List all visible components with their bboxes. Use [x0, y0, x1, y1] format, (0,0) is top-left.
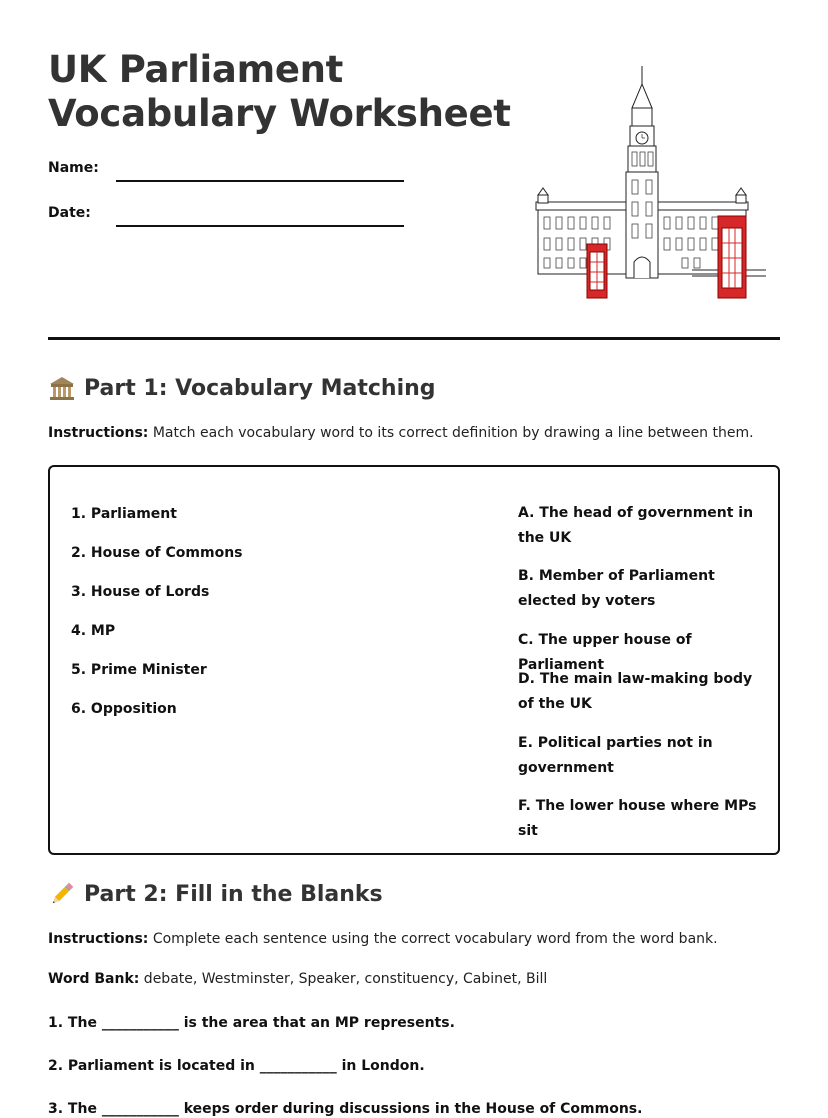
fill-blank-sentence: 2. Parliament is located in ___________ in London.: [48, 1058, 425, 1074]
term-item: 6. Opposition: [71, 701, 177, 717]
pencil-icon: [48, 880, 76, 908]
parliament-illustration-icon: [532, 62, 768, 302]
title-line-1: UK Parliament: [48, 48, 344, 91]
worksheet-title: [48, 48, 511, 136]
date-line: [116, 225, 404, 227]
word-bank-text: debate, Westminster, Speaker, constituency, Cabinet, Bill: [139, 971, 548, 987]
title-line-2: Vocabulary Worksheet: [48, 92, 511, 135]
definition-item: D. The main law-making body of the UK: [518, 671, 753, 712]
part2-instructions: [48, 931, 718, 947]
term-item: 2. House of Commons: [71, 545, 243, 561]
word-bank: [48, 971, 547, 987]
part1-title: [48, 374, 436, 402]
fill-blank-sentence: 1. The ___________ is the area that an MP represents.: [48, 1015, 455, 1031]
definition-item: B. Member of Parliament elected by voters: [518, 568, 715, 609]
matching-box: [48, 465, 780, 855]
part1-instructions: [48, 425, 754, 441]
name-label: Name:: [48, 160, 99, 176]
fill-blank-sentence: 3. The ___________ keeps order during discussions in the House of Commons.: [48, 1101, 643, 1117]
part2-title-text: Part 2: Fill in the Blanks: [84, 881, 383, 907]
definition-item: F. The lower house where MPs sit: [518, 798, 757, 839]
part2-instructions-text: Complete each sentence using the correct vocabulary word from the word bank.: [148, 931, 718, 947]
definition-item: E. Political parties not in government: [518, 735, 713, 776]
part2-instructions-label: Instructions:: [48, 931, 149, 947]
header-divider: [48, 337, 780, 340]
part1-title-text: Part 1: Vocabulary Matching: [84, 375, 436, 401]
name-line: [116, 180, 404, 182]
classical-building-icon: [48, 374, 76, 402]
definition-item: A. The head of government in the UK: [518, 505, 754, 546]
part1-instructions-text: Match each vocabulary word to its correct definition by drawing a line between them.: [148, 425, 754, 441]
definition-item: C. The upper house of Parliament: [518, 632, 692, 673]
part2-title: [48, 880, 383, 908]
part1-instructions-label: Instructions:: [48, 425, 149, 441]
term-item: 1. Parliament: [71, 506, 177, 522]
date-label: Date:: [48, 205, 91, 221]
word-bank-label: Word Bank:: [48, 971, 140, 987]
term-item: 5. Prime Minister: [71, 662, 207, 678]
term-item: 3. House of Lords: [71, 584, 210, 600]
term-item: 4. MP: [71, 623, 116, 639]
